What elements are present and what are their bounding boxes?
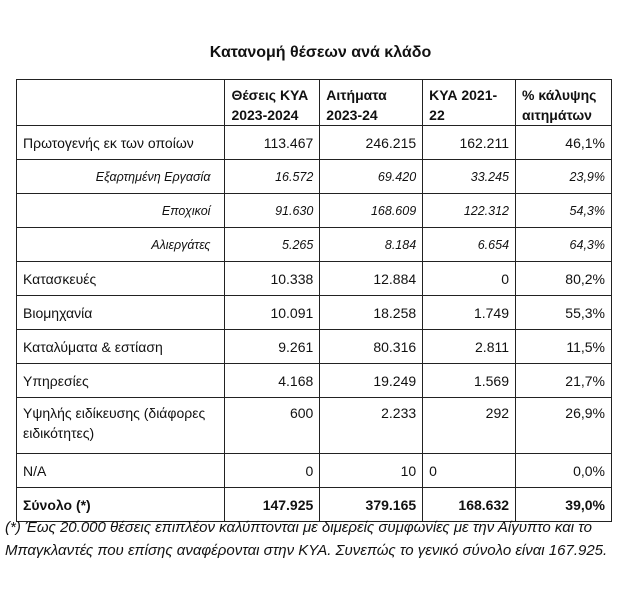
cell-value: 379.165 — [320, 488, 423, 522]
cell-value: 80,2% — [516, 262, 612, 296]
header-kya-2021: ΚΥΑ 2021-22 — [423, 80, 516, 126]
table-row — [17, 398, 612, 454]
cell-value: 5.265 — [225, 228, 320, 262]
row-label: Υπηρεσίες — [17, 364, 225, 398]
header-row — [17, 80, 612, 126]
cell-value: 26,9% — [516, 398, 612, 454]
row-label: Σύνολο (*) — [17, 488, 225, 522]
cell-value: 18.258 — [320, 296, 423, 330]
allocation-table — [16, 79, 612, 522]
cell-value: 0 — [225, 454, 320, 488]
cell-value: 91.630 — [225, 194, 320, 228]
row-label: Εποχικοί — [17, 194, 225, 228]
cell-value: 1.569 — [423, 364, 516, 398]
header-positions-kya: Θέσεις ΚΥΑ 2023-2024 — [225, 80, 320, 126]
cell-value: 0 — [423, 262, 516, 296]
header-requests: Αιτήματα 2023-24 — [320, 80, 423, 126]
cell-value: 10.091 — [225, 296, 320, 330]
header-coverage: % κάλυψης αιτημάτων — [516, 80, 612, 126]
cell-value: 23,9% — [516, 160, 612, 194]
row-label: N/A — [17, 454, 225, 488]
row-label: Κατασκευές — [17, 262, 225, 296]
row-label: Εξαρτημένη Εργασία — [17, 160, 225, 194]
cell-value: 9.261 — [225, 330, 320, 364]
cell-value: 55,3% — [516, 296, 612, 330]
cell-value: 0 — [423, 454, 516, 488]
row-label: Βιομηχανία — [17, 296, 225, 330]
cell-value: 162.211 — [423, 126, 516, 160]
cell-value: 11,5% — [516, 330, 612, 364]
cell-value: 64,3% — [516, 228, 612, 262]
cell-value: 6.654 — [423, 228, 516, 262]
cell-value: 122.312 — [423, 194, 516, 228]
table-row — [17, 296, 612, 330]
cell-value: 246.215 — [320, 126, 423, 160]
footnote: (*) Έως 20.000 θέσεις επιπλέον καλύπτονται με διμερείς συμφωνίες με την Αίγυπτο και το Μπαγκλαντές που επίσης αναφέρονται στην ΚΥΑ. Συνεπώς το γενικό σύνολο είναι 167.925. — [5, 519, 608, 559]
row-label: Αλιεργάτες — [17, 228, 225, 262]
cell-value: 69.420 — [320, 160, 423, 194]
cell-value: 600 — [225, 398, 320, 454]
cell-value: 4.168 — [225, 364, 320, 398]
cell-value: 147.925 — [225, 488, 320, 522]
cell-value: 2.233 — [320, 398, 423, 454]
cell-value: 16.572 — [225, 160, 320, 194]
table-row — [17, 262, 612, 296]
cell-value: 33.245 — [423, 160, 516, 194]
table-row — [17, 228, 612, 262]
table-row — [17, 160, 612, 194]
row-label: Πρωτογενής εκ των οποίων — [17, 126, 225, 160]
cell-value: 10.338 — [225, 262, 320, 296]
row-label: Υψηλής ειδίκευσης (διάφορες ειδικότητες) — [17, 398, 225, 454]
cell-value: 1.749 — [423, 296, 516, 330]
cell-value: 39,0% — [516, 488, 612, 522]
cell-value: 8.184 — [320, 228, 423, 262]
table-row — [17, 194, 612, 228]
table-row — [17, 330, 612, 364]
cell-value: 46,1% — [516, 126, 612, 160]
cell-value: 2.811 — [423, 330, 516, 364]
cell-value: 21,7% — [516, 364, 612, 398]
cell-value: 80.316 — [320, 330, 423, 364]
table-row — [17, 126, 612, 160]
cell-value: 292 — [423, 398, 516, 454]
cell-value: 54,3% — [516, 194, 612, 228]
cell-value: 0,0% — [516, 454, 612, 488]
cell-value: 19.249 — [320, 364, 423, 398]
cell-value: 10 — [320, 454, 423, 488]
cell-value: 12.884 — [320, 262, 423, 296]
table-title: Κατανομή θέσεων ανά κλάδο — [209, 44, 432, 61]
cell-value: 168.609 — [320, 194, 423, 228]
table-row — [17, 454, 612, 488]
row-label: Καταλύματα & εστίαση — [17, 330, 225, 364]
table-row — [17, 364, 612, 398]
cell-value: 113.467 — [225, 126, 320, 160]
cell-value: 168.632 — [423, 488, 516, 522]
header-empty — [17, 80, 225, 126]
